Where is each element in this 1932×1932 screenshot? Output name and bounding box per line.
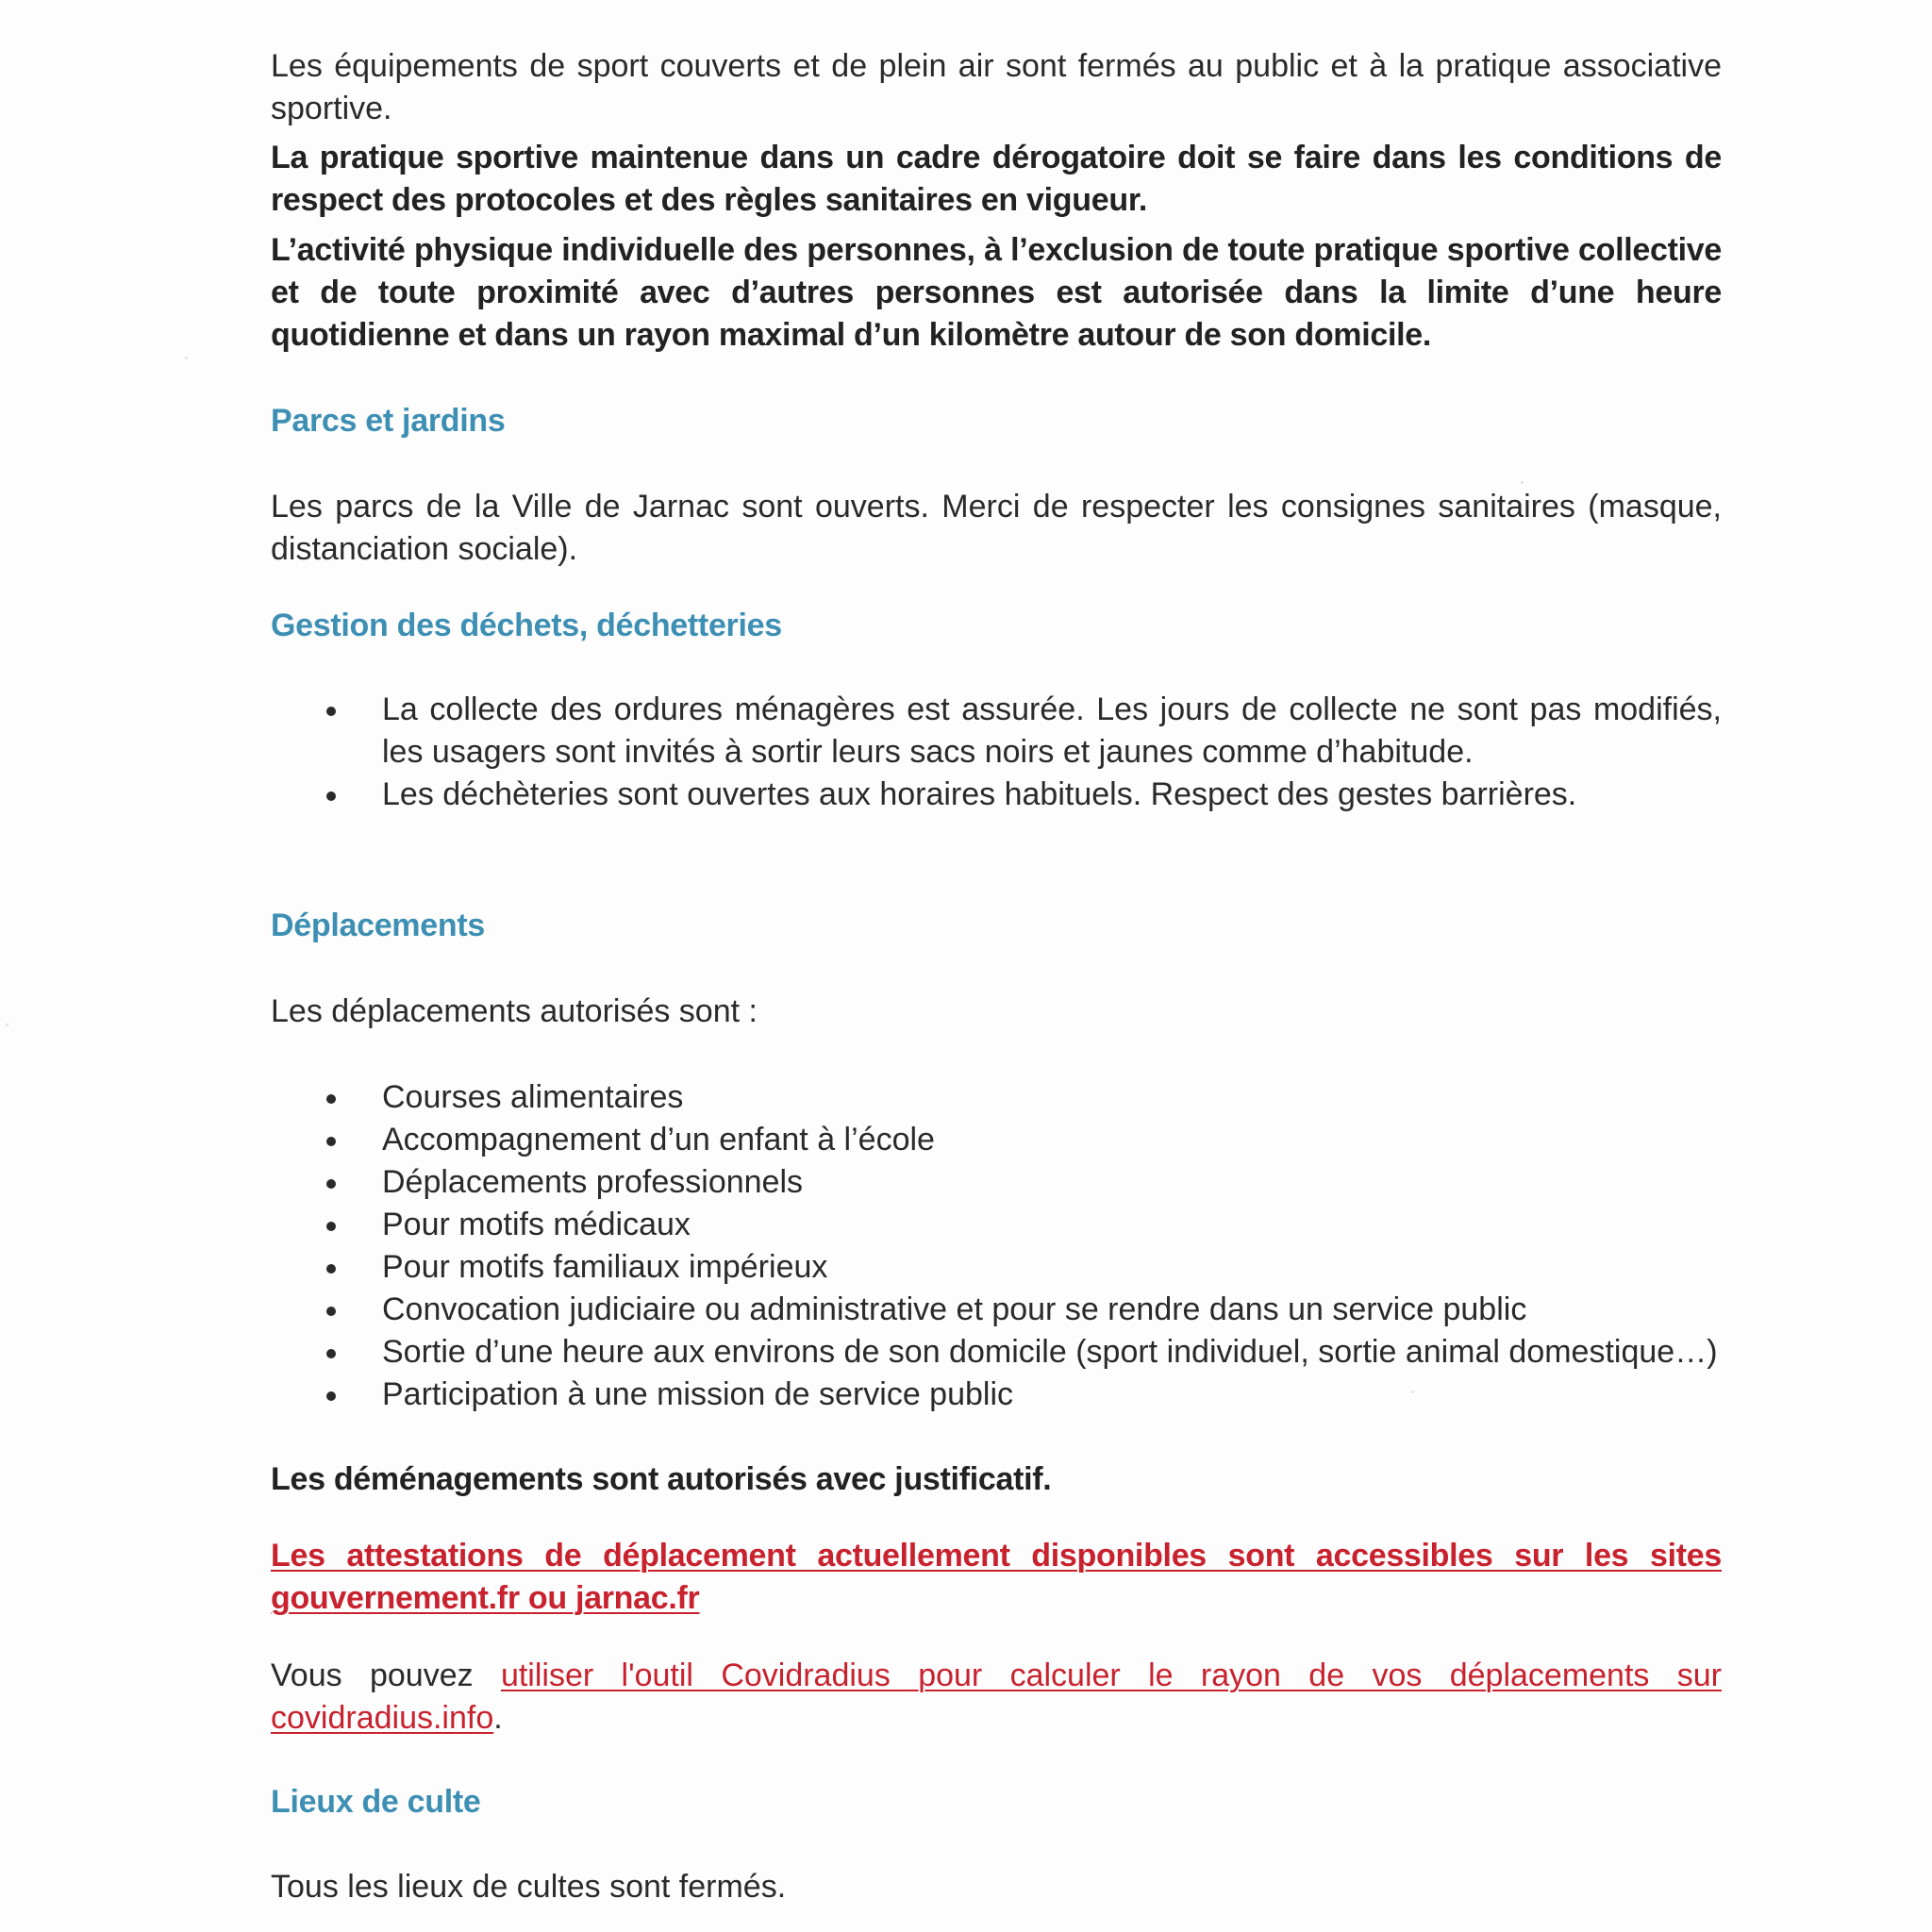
covidradius-paragraph [271, 1655, 1722, 1740]
list-item: Les déchèteries sont ouvertes aux horaires habituels. Respect des gestes barrières. [271, 774, 1722, 816]
scan-speck [1521, 481, 1524, 484]
parcs-paragraph: Les parcs de la Ville de Jarnac sont ouverts. Merci de respecter les consignes sanitaires (masque, distanciation sociale). [271, 489, 1722, 567]
list-item: La collecte des ordures ménagères est assurée. Les jours de collecte ne sont pas modifiés, les usagers sont invités à sortir leurs sacs noirs et jaunes comme d’habitude. [271, 689, 1722, 774]
scan-speck [1411, 1391, 1414, 1393]
sport-paragraph-closed: Les équipements de sport couverts et de plein air sont fermés au public et à la pratique associative sportive. [271, 48, 1722, 126]
heading-parcs: Parcs et jardins [271, 403, 506, 439]
deplacements-list [271, 1076, 1722, 1416]
scan-speck [6, 1024, 8, 1026]
heading-culte: Lieux de culte [271, 1784, 481, 1820]
sport-paragraph-individual-activity: L’activité physique individuelle des personnes, à l’exclusion de toute pratique sportive collective et de toute proximité avec d’autres personnes est autorisée dans la limite d’une heure quotidienne et dans un rayon maximal d’un kilomètre autour de son domicile. [271, 232, 1722, 353]
list-item: Pour motifs médicaux [271, 1204, 1722, 1246]
list-item: Pour motifs familiaux impérieux [271, 1246, 1722, 1289]
list-item: Accompagnement d’un enfant à l’école [271, 1119, 1722, 1161]
deplacements-intro: Les déplacements autorisés sont : [271, 993, 758, 1029]
culte-paragraph: Tous les lieux de cultes sont fermés. [271, 1869, 787, 1905]
covidradius-suffix: . [493, 1700, 503, 1736]
list-item: Sortie d’une heure aux environs de son domicile (sport individuel, sortie animal domestique…) [271, 1331, 1722, 1374]
list-item: Participation à une mission de service public [271, 1374, 1722, 1416]
list-item: Déplacements professionnels [271, 1161, 1722, 1204]
attestations-link[interactable]: Les attestations de déplacement actuellement disponibles sont accessibles sur les sites gouvernement.fr ou jarnac.fr [271, 1538, 1722, 1616]
heading-deplacements: Déplacements [271, 908, 485, 943]
dechets-list [271, 689, 1722, 816]
scan-speck [185, 357, 188, 359]
attestations-paragraph [271, 1535, 1722, 1620]
covidradius-link[interactable]: utiliser l'outil Covidradius pour calculer le rayon de vos déplacements sur covidradius.info [271, 1657, 1722, 1736]
demenagements-note: Les déménagements sont autorisés avec justificatif. [271, 1461, 1052, 1497]
heading-dechets: Gestion des déchets, déchetteries [271, 608, 782, 643]
sport-paragraph-derogation: La pratique sportive maintenue dans un cadre dérogatoire doit se faire dans les conditions de respect des protocoles et des règles sanitaires en vigueur. [271, 140, 1722, 218]
list-item: Convocation judiciaire ou administrative et pour se rendre dans un service public [271, 1289, 1722, 1331]
list-item: Courses alimentaires [271, 1076, 1722, 1119]
covidradius-prefix: Vous pouvez [271, 1657, 501, 1693]
